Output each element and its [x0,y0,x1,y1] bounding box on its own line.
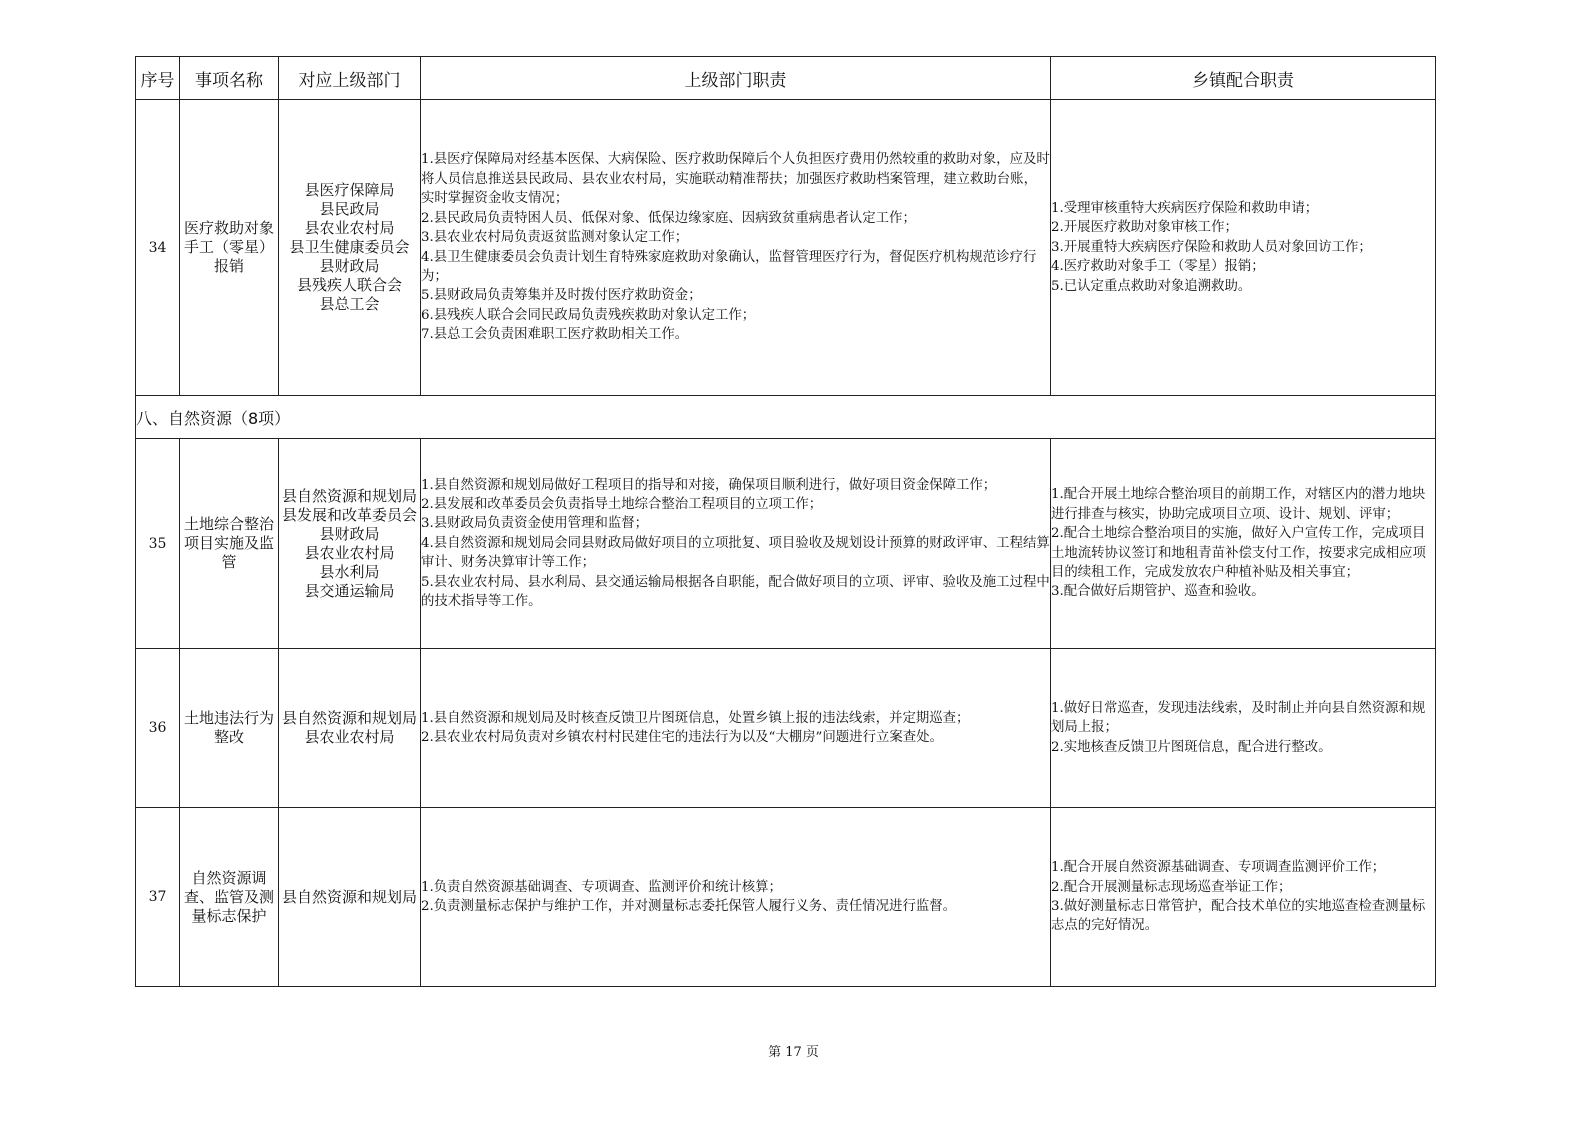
item-name: 医疗救助对象手工（零星）报销 [180,100,279,396]
duty-item: 3.做好测量标志日常管护，配合技术单位的实地巡查检查测量标志点的完好情况。 [1051,899,1426,934]
duty-item: 2.开展医疗救助对象审核工作； [1051,220,1238,236]
town-duty-list [1051,439,1436,649]
duty-item: 5.县财政局负责筹集并及时拨付医疗救助资金； [421,288,702,304]
duty-item: 5.已认定重点救助对象追溯救助。 [1051,278,1252,294]
duty-item: 6.县残疾人联合会同民政局负责残疾救助对象认定工作； [421,307,756,323]
department: 县水利局 [319,562,380,581]
table-row [136,808,1436,987]
town-duty-list [1051,649,1436,808]
upper-duty-list [421,649,1051,808]
department: 县民政局 [319,200,380,218]
department: 县总工会 [319,295,380,313]
duty-item: 2.县民政局负责特困人员、低保对象、低保边缘家庭、因病致贫重病患者认定工作； [421,210,916,226]
department: 县财政局 [319,524,380,543]
header-serial-number: 序号 [136,57,180,100]
duty-item: 2.配合开展测量标志现场巡查举证工作； [1051,879,1292,895]
duty-item: 5.县农业农村局、县水利局、县交通运输局根据各自职能，配合做好项目的立项、评审、验收及施工过程中的技术指导等工作。 [421,574,1050,610]
town-duty-list [1051,808,1436,987]
duty-item: 2.配合土地综合整治项目的实施，做好入户宣传工作，完成项目土地流转协议签订和地租青苗补偿支付工作，按要求完成相应项目的续租工作，完成发放农户种植补贴及相关事宜； [1051,526,1426,580]
item-name: 土地综合整治项目实施及监管 [180,439,279,649]
duty-item: 1.县自然资源和规划局及时核查反馈卫片图斑信息，处置乡镇上报的违法线索，并定期巡查； [421,710,970,726]
row-number: 36 [136,649,180,808]
duty-item: 2.县农业农村局负责对乡镇农村村民建住宅的违法行为以及“大棚房”问题进行立案查处。 [421,730,943,745]
duty-item: 3.县财政局负责资金使用管理和监督； [421,516,649,532]
department: 县自然资源和规划局 [281,486,417,505]
duty-item: 2.县发展和改革委员会负责指导土地综合整治工程项目的立项工作； [421,496,823,512]
department: 县自然资源和规划局 [281,887,417,906]
department: 县农业农村局 [304,219,395,237]
duty-item: 4.县自然资源和规划局会同县财政局做好项目的立项批复、项目验收及规划设计预算的财政评审、工程结算审计、财务决算审计等工作； [421,535,1050,571]
upper-duty-list [421,808,1051,987]
duty-item: 1.做好日常巡查，发现违法线索，及时制止并向县自然资源和规划局上报； [1051,700,1426,736]
town-duty-list [1051,100,1436,396]
section-title: 八、自然资源（8项） [136,396,1436,439]
upper-duty-list [421,100,1051,396]
item-name: 自然资源调查、监管及测量标志保护 [180,808,279,987]
department: 县发展和改革委员会 [281,505,417,524]
duty-item: 1.县医疗保障局对经基本医保、大病保险、医疗救助保障后个人负担医疗费用仍然较重的救助对象，应及时将人员信息推送县民政局、县农业农村局，实施联动精准帮扶；加强医疗救助档案管理，建立救助台账，实时掌握资金收支情况； [421,152,1050,207]
header-town-duty: 乡镇配合职责 [1051,57,1436,100]
table-row [136,649,1436,808]
item-name: 土地违法行为整改 [180,649,279,808]
department: 县农业农村局 [304,543,395,562]
department-list [279,808,421,987]
department: 县交通运输局 [304,581,395,600]
department: 县卫生健康委员会 [289,238,410,256]
duty-item: 7.县总工会负责困难职工医疗救助相关工作。 [421,327,689,343]
duty-item: 1.负责自然资源基础调查、专项调查、监测评价和统计核算； [421,879,782,895]
header-item-name: 事项名称 [180,57,279,100]
duty-item: 2.负责测量标志保护与维护工作，并对测量标志委托保管人履行义务、责任情况进行监督。 [421,899,957,914]
department-list [279,439,421,649]
row-number: 35 [136,439,180,649]
duty-item: 3.开展重特大疾病医疗保险和救助人员对象回访工作； [1051,239,1372,255]
department: 县农业农村局 [304,728,395,746]
table-header-row [136,57,1436,100]
duty-item: 4.医疗救助对象手工（零星）报销； [1051,259,1265,275]
responsibility-table [135,56,1436,987]
department: 县医疗保障局 [304,181,395,199]
section-row [136,396,1436,439]
row-number: 34 [136,100,180,396]
department: 县财政局 [319,257,380,275]
duty-item: 1.配合开展自然资源基础调查、专项调查监测评价工作； [1051,860,1386,876]
department-list [279,649,421,808]
header-department: 对应上级部门 [279,57,421,100]
row-number: 37 [136,808,180,987]
duty-item: 4.县卫生健康委员会负责计划生育特殊家庭救助对象确认，监督管理医疗行为，督促医疗机构规范诊疗行为； [421,249,1037,284]
duty-item: 1.受理审核重特大疾病医疗保险和救助申请； [1051,200,1319,216]
duty-item: 1.县自然资源和规划局做好工程项目的指导和对接，确保项目顺利进行，做好项目资金保障工作； [421,477,997,493]
table-row [136,439,1436,649]
table-row [136,100,1436,396]
upper-duty-list [421,439,1051,649]
duty-item: 3.配合做好后期管护、巡查和验收。 [1051,584,1265,600]
page-number: 第 17 页 [768,1045,819,1060]
header-upper-duty: 上级部门职责 [421,57,1051,100]
duty-item: 2.实地核查反馈卫片图斑信息，配合进行整改。 [1051,739,1332,755]
duty-item: 1.配合开展土地综合整治项目的前期工作，对辖区内的潜力地块进行排查与核实，协助完成项目立项、设计、规划、评审； [1051,487,1426,522]
department-list [279,100,421,396]
department: 县自然资源和规划局 [281,709,417,727]
department: 县残疾人联合会 [296,276,402,294]
duty-item: 3.县农业农村局负责返贫监测对象认定工作； [421,230,689,246]
